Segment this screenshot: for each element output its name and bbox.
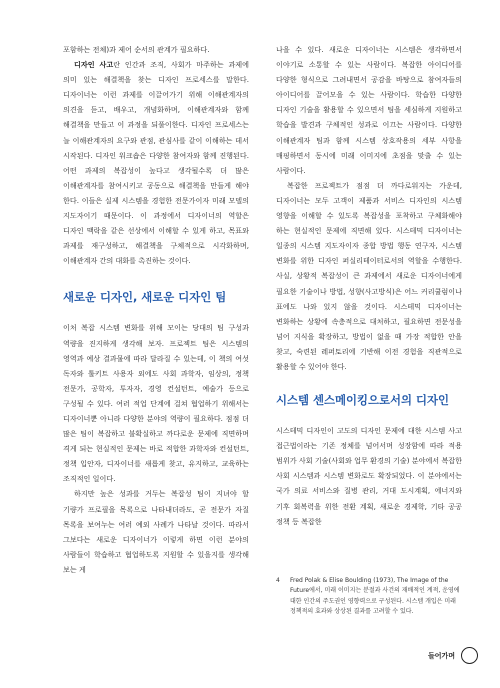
footer-section-label: 들어가며 <box>427 651 455 660</box>
footnote-number: 4 <box>276 577 280 584</box>
right-paragraph-1: 나을 수 있다. 새로운 디자이너는 시스템은 생각하면서 이야기로 소통할 수 있는 사람이다. 복잡한 아이디어를 다양한 형식으로 그려내면서 공감을 바탕으로 참여자들의 아이디어를 끌어모을 수 있는 사람이다. 학습한 다양한 디자인 기술을 활용할 수 있으면서 팀을 세심하게 지원하고 학습을 발견과 구체적인 성과로 이끄는 사람이다. 다양한 이해관계자 팀과 함께 시스템 상호작용의 세부 사항을 매핑하면서 동시에 미래 이미지에 초점을 맞출 수 있는 사람이다. <box>276 45 462 175</box>
page-footer <box>428 647 478 664</box>
section-heading-new-design-team: 새로운 디자인, 새로운 디자인 팀 <box>63 290 227 305</box>
right-paragraph-2: 복잡한 프로젝트가 점점 더 까다로워지는 가운데, 디자이너는 모두 고객이 제품과 서비스 디자인의 시스템 영향을 이해할 수 있도록 복잡성을 포착하고 구체화해야 하는 현실적인 문제에 직면해 있다. 시스테믹 디자이너는 일종의 시스템 지도자이자 종합 방법 행동 연구자, 시스템 변화를 위한 디자인 퍼실리테이터로서의 역할을 수행한다. 사실, 상황적 복잡성이 큰 과제에서 새로운 디자이너에게 필요한 기술이나 방법, 성향(사고방식)은 어느 커리큘럼이나 표에도 나와 있지 않을 것이다. 시스테믹 디자이너는 변화하는 상황에 속층적으로 대처하고, 필요하면 전문성을 넘어 지식을 확장하고, 방법이 없을 때 가장 적합한 안을 찾고, 숙련된 레퍼토리에 기반해 이전 경험을 직관적으로 활용할 수 있어야 한다. <box>276 180 462 371</box>
left-paragraph-design-thinking <box>63 57 249 268</box>
page-marker-circle-icon <box>461 647 478 664</box>
right-paragraph-3: 시스테믹 디자인이 고도의 디자인 문제에 대한 시스템 사고 접근법이라는 기존 정체를 넘어서며 성장함에 따라 적용 범위가 사회 기술(사회와 업무 환경의 기술) 분야에서 복잡한 사회 시스템과 시스템 변화로도 확장되었다. 이 분야에서는 국가 의료 서비스와 질병 관리, 거대 도시계획, 에너지와 기후 회복력을 위한 전환 계획, 새로운 경제학, 기타 공공 정책 등 복잡한 <box>276 426 462 526</box>
section-heading-systems-sensemaking: 시스템 센스메이킹으로서의 디자인 <box>276 393 449 408</box>
design-thinking-term: 디자인 사고 <box>74 60 114 70</box>
left-paragraph-1: 포함하는 전체)과 제어 순서의 관계가 필요하다. <box>63 45 210 54</box>
left-paragraph-4: 하지만 높은 성과를 거두는 복잡성 팀이 지녀야 할 기량가 프로필을 목록으로 나타내더라도, 곧 전문가 자질 목록을 보여누는 여러 예외 사례가 나타날 것이다. 따라서 그보다는 새로운 디자이너가 이렇게 하면 이런 분야의 사람들이 학습하고 협업하도록 지원할 수 있을지를 생각해 보는 게 <box>63 489 249 574</box>
left-paragraph-3: 이처 복잡 시스템 변화를 위해 모이는 당대의 팀 구성과 역량을 진지하게 생각해 보자. 프로젝트 팀은 시스템의 영역과 예상 결과물에 따라 달라질 수 있는데, 이 책의 여섯 독자와 툴키트 사용자 외에도 사회 과학자, 임상의, 정책 전문가, 공학자, 투자자, 경영 컨설턴트, 예술가 등으로 구성될 수 있다. 여러 적업 단계에 걸쳐 협업하기 위해서는 디자이너뿐 아니라 다양한 분야의 역량이 필요하다. 점점 더 많은 팀이 복잡하고 불확실하고 까다로운 문제에 직면하며 격게 되는 현실적인 문제는 바로 적합한 과학자와 컨설턴트, 정책 입안자, 디자이너를 새롭게 찾고, 유지하고, 교육하는 조직적인 일이다. <box>63 323 249 484</box>
footnote <box>276 576 462 618</box>
right-column <box>276 42 462 529</box>
design-thinking-text: 란 인간과 조직, 사회가 마주하는 과제에 의미 있는 해결책을 찾는 디자인 프로세스를 말한다. 디자이너는 이런 과제를 이끌어가기 위해 이해관계자의 의견을 듣고, 배우고, 개념화하며, 이해관계자와 함께 해결책을 만들고 이 과정을 되풀이한다. 디자인 프로세스는 늘 이해관계자의 요구와 관점, 관심사를 같이 이해하는 데서 시작된다. 디자인 워크숍은 다양한 참여자와 함께 진행된다. 어떤 과제의 복잡성이 높다고 생각될수록 더 많은 이해관계자를 참여시키고 공동으로 해결책을 만들게 해야 한다. 이들은 실제 시스템을 경험한 전문가이자 미래 모델의 지도자이기 때문이다. 이 과정에서 디자이너의 역할은 디자인 맥락을 같은 선상에서 이해할 수 있게 하고, 목표와 과제를 재구성하고, 해결책을 구체적으로 시각화하며, 이해관계자 간의 대화를 촉진하는 것이다. <box>63 60 249 266</box>
footnote-text: Fred Polak & Elise Boulding (1973), The Image of the Future에서, 미래 이미지는 분절과 사건의 재배적인 계적, 운영에 대한 인간의 주도권인 영향력으로 구성된다. 시스템 개입은 미래 정책적의 효과와 상상된 결과를 고려할 수 있다. <box>290 577 460 616</box>
left-column <box>63 42 249 577</box>
